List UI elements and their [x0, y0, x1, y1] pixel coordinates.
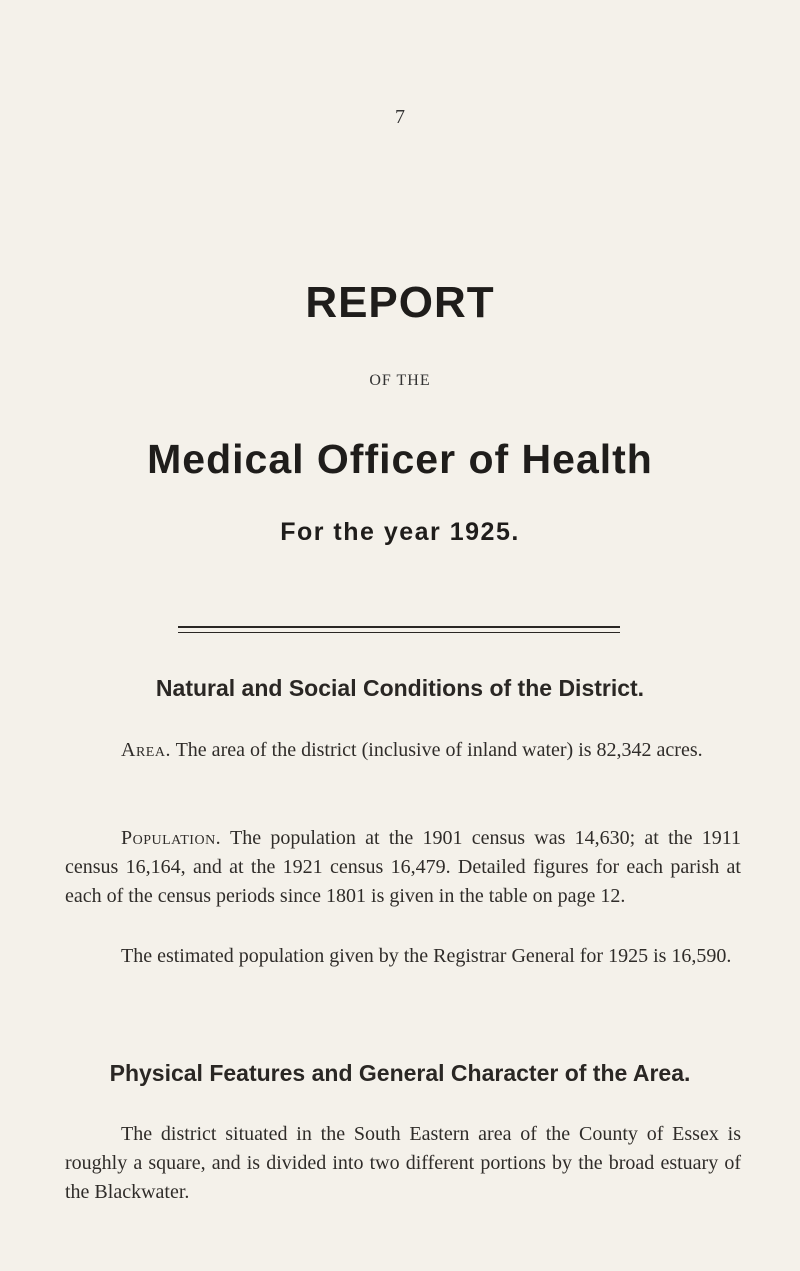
report-subtitle: Medical Officer of Health — [147, 436, 653, 482]
physical-features-paragraph: The district situated in the South Eastern area of the County of Essex is roughly a square, and is divided into two different portions by the broad estuary of the Blackwater. — [65, 1123, 741, 1203]
area-text: The area of the district (inclusive of inland water) is 82,342 acres. — [170, 739, 703, 761]
population-text: The population at the 1901 census was 14,630; at the 1911 census 16,164, and at the 1921 census 16,479. Detailed figures for each parish at each of the census periods since 1801 is given in the table on page 12. — [65, 827, 741, 907]
section-heading-physical-features: Physical Features and General Character of the Area. — [109, 1060, 691, 1086]
area-paragraph — [65, 736, 741, 765]
section-heading-natural-social: Natural and Social Conditions of the District. — [155, 675, 645, 701]
estimate-paragraph: The estimated population given by the Registrar General for 1925 is 16,590. — [121, 945, 732, 967]
report-title: REPORT — [305, 278, 495, 327]
population-lead: Population. — [121, 827, 222, 849]
page-number: 7 — [395, 106, 405, 128]
population-paragraph — [65, 824, 741, 911]
area-lead: Area. — [121, 739, 171, 761]
divider-rule-thin — [178, 632, 620, 633]
title-connector: OF THE — [369, 372, 431, 389]
report-year: For the year 1925. — [280, 518, 520, 546]
divider-rule-thick — [178, 626, 620, 628]
